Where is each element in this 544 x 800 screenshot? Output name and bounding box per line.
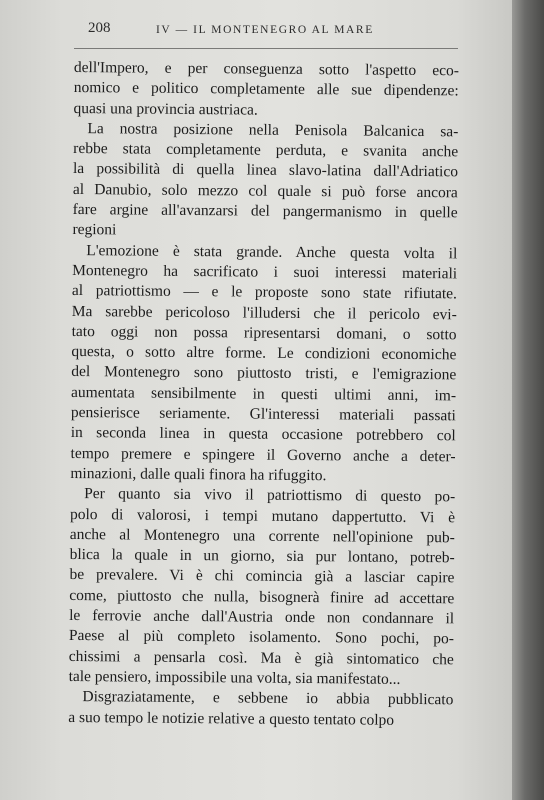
text-line: questa, o sotto altre forme. Le condizioni economiche bbox=[71, 343, 457, 364]
text-line: la possibilità di quella linea slavo-latina dall'Adriatico bbox=[72, 160, 459, 181]
text-line: al Danubio, solo mezzo col quale si può forse ancora bbox=[72, 180, 458, 202]
text-line: polo di valorosi, i tempi mutano dappertutto. Vi è bbox=[69, 505, 456, 526]
text-line: minazioni, dalle quali finora ha rifuggito. bbox=[70, 464, 327, 485]
text-line: dell'Impero, e per conseguenza sotto l'aspetto eco- bbox=[73, 58, 459, 80]
text-line: a suo tempo le notizie relative a questo tentato colpo bbox=[68, 708, 395, 729]
text-line: pensierisce seriamente. Gl'interessi materiali passati bbox=[70, 404, 456, 425]
page-edge-shadow bbox=[512, 0, 544, 800]
text-line: come, piuttosto che nulla, bisognerà finire ad accettare bbox=[69, 586, 455, 608]
text-line: Per quanto sia vivo il patriottismo di questo po- bbox=[84, 485, 456, 506]
text-line: tempo premere e spingere il Governo anche a deter- bbox=[70, 444, 456, 465]
page-number: 208 bbox=[88, 20, 111, 36]
text-line: chissimi a pensarla così. Ma è già sintomatico che bbox=[68, 647, 454, 668]
text-line: al patriottismo — e le proposte sono state rifiutate. bbox=[71, 282, 458, 303]
text-line: nomico e politico completamente alle sue dipendenze: bbox=[73, 79, 459, 100]
text-line: Ma sarebbe pericoloso l'illudersi che il pericolo evi- bbox=[71, 302, 457, 323]
text-line: tato oggi non possa ripresentarsi domani, o sotto bbox=[71, 322, 457, 344]
text-line: in seconda linea in questa occasione potrebbero col bbox=[70, 424, 456, 445]
text-line: blica la quale in un giorno, sia pur lontano, potreb- bbox=[69, 546, 455, 567]
text-line: Montenegro ha sacrificato i suoi interessi materiali bbox=[72, 261, 458, 283]
text-line: be prevalere. Vi è chi comincia già a lasciar capire bbox=[69, 566, 455, 587]
text-line: Disgraziatamente, e sebbene io abbia pubblicato bbox=[82, 688, 454, 709]
text-line: anche al Montenegro una corrente nell'opinione pub- bbox=[69, 525, 455, 547]
text-line: Paese al più completo isolamento. Sono pochi, po- bbox=[68, 627, 455, 648]
text-line: L'emozione è stata grande. Anche questa volta il bbox=[86, 241, 458, 263]
paragraph bbox=[73, 58, 459, 122]
text-line: regioni bbox=[72, 221, 117, 239]
text-line: quasi una provincia austriaca. bbox=[73, 99, 258, 119]
running-head: IV — IL MONTENEGRO AL MARE bbox=[156, 24, 374, 36]
body-text bbox=[68, 58, 459, 731]
text-line: del Montenegro sono piuttosto tristi, e l'emigrazione bbox=[71, 363, 457, 384]
text-line: le ferrovie anche dall'Austria onde non condannare il bbox=[69, 606, 455, 628]
header-rule bbox=[74, 48, 458, 49]
text-line: rebbe stata completamente perduta, e svanita anche bbox=[73, 140, 459, 161]
text-line: fare argine all'avanzarsi del pangermanismo in quelle bbox=[72, 201, 458, 222]
text-line: aumentata sensibilmente in questi ultimi anni, im- bbox=[71, 383, 457, 405]
text-line: tale pensiero, impossibile una volta, sia manifestato... bbox=[68, 667, 401, 688]
text-line: La nostra posizione nella Penisola Balcanica sa- bbox=[87, 120, 459, 141]
paragraph bbox=[68, 687, 453, 731]
paragraph bbox=[72, 119, 458, 244]
paragraph bbox=[69, 484, 456, 690]
page-header bbox=[74, 20, 464, 46]
paragraph bbox=[70, 241, 457, 488]
